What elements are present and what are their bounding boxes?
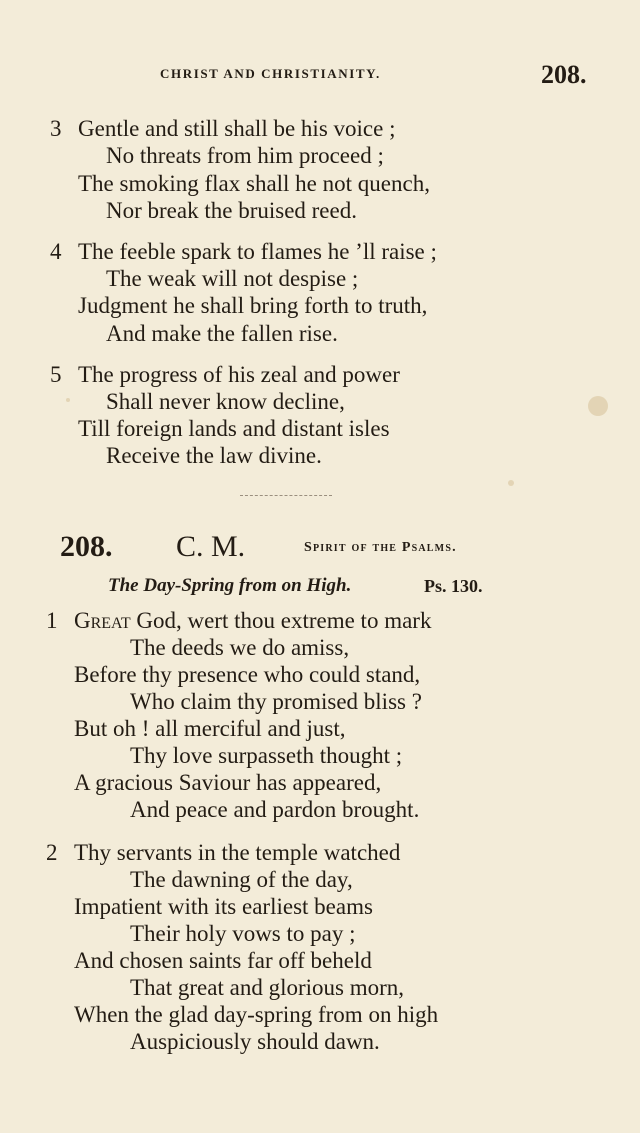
verse-line: The deeds we do amiss, <box>130 635 350 660</box>
verse-line: Impatient with its earliest beams <box>74 894 373 919</box>
stanza-number: 1 <box>46 608 58 633</box>
verse-line: The weak will not despise ; <box>106 266 359 291</box>
verse-line: Auspiciously should dawn. <box>130 1029 380 1054</box>
verse-line: Thy servants in the temple watched <box>74 840 401 865</box>
verse-line: Receive the law divine. <box>106 443 322 468</box>
verse-line: No threats from him proceed ; <box>106 143 384 168</box>
hymn-number: 208. <box>60 530 113 563</box>
verse-line: Before thy presence who could stand, <box>74 662 421 687</box>
verse-line: And chosen saints far off beheld <box>74 948 372 973</box>
verse-line: And peace and pardon brought. <box>130 797 420 822</box>
verse-line: Till foreign lands and distant isles <box>78 416 390 441</box>
paper-stain <box>66 398 70 402</box>
verse-line: Gentle and still shall be his voice ; <box>78 116 396 141</box>
verse-line: A gracious Saviour has appeared, <box>74 770 382 795</box>
stanza-number: 3 <box>50 116 62 141</box>
verse-line <box>74 607 431 634</box>
paper-stain <box>588 396 608 416</box>
page-number: 208. <box>541 60 587 89</box>
verse-line: Thy love surpasseth thought ; <box>130 743 403 768</box>
verse-line: And make the fallen rise. <box>106 321 338 346</box>
hymn-subtitle: The Day-Spring from on High. <box>108 575 352 596</box>
verse-line: When the glad day-spring from on high <box>74 1002 439 1027</box>
stanza-number: 2 <box>46 840 58 865</box>
verse-line: The smoking flax shall he not quench, <box>78 171 430 196</box>
verse-line: Judgment he shall bring forth to truth, <box>78 293 428 318</box>
section-divider <box>240 495 332 496</box>
verse-line: But oh ! all merciful and just, <box>74 716 346 741</box>
verse-line: That great and glorious morn, <box>130 975 405 1000</box>
running-head: CHRIST AND CHRISTIANITY. <box>160 66 381 81</box>
stanza-number: 5 <box>50 362 62 387</box>
hymn-meter: C. M. <box>176 530 246 563</box>
hymn-source: Spirit of the Psalms. <box>304 540 457 555</box>
first-word: Great <box>74 608 131 633</box>
verse-line: The dawning of the day, <box>130 867 353 892</box>
verse-line: Nor break the bruised reed. <box>106 198 357 223</box>
paper-stain <box>508 480 514 486</box>
verse-line-rest: God, wert thou extreme to mark <box>130 608 432 633</box>
psalm-reference: Ps. 130. <box>424 576 483 596</box>
verse-line: The feeble spark to flames he ’ll raise ; <box>78 239 437 264</box>
stanza-number: 4 <box>50 239 62 264</box>
verse-line: Who claim thy promised bliss ? <box>130 689 422 714</box>
verse-line: Their holy vows to pay ; <box>130 921 356 946</box>
verse-line: Shall never know decline, <box>106 389 345 414</box>
verse-line: The progress of his zeal and power <box>78 362 400 387</box>
